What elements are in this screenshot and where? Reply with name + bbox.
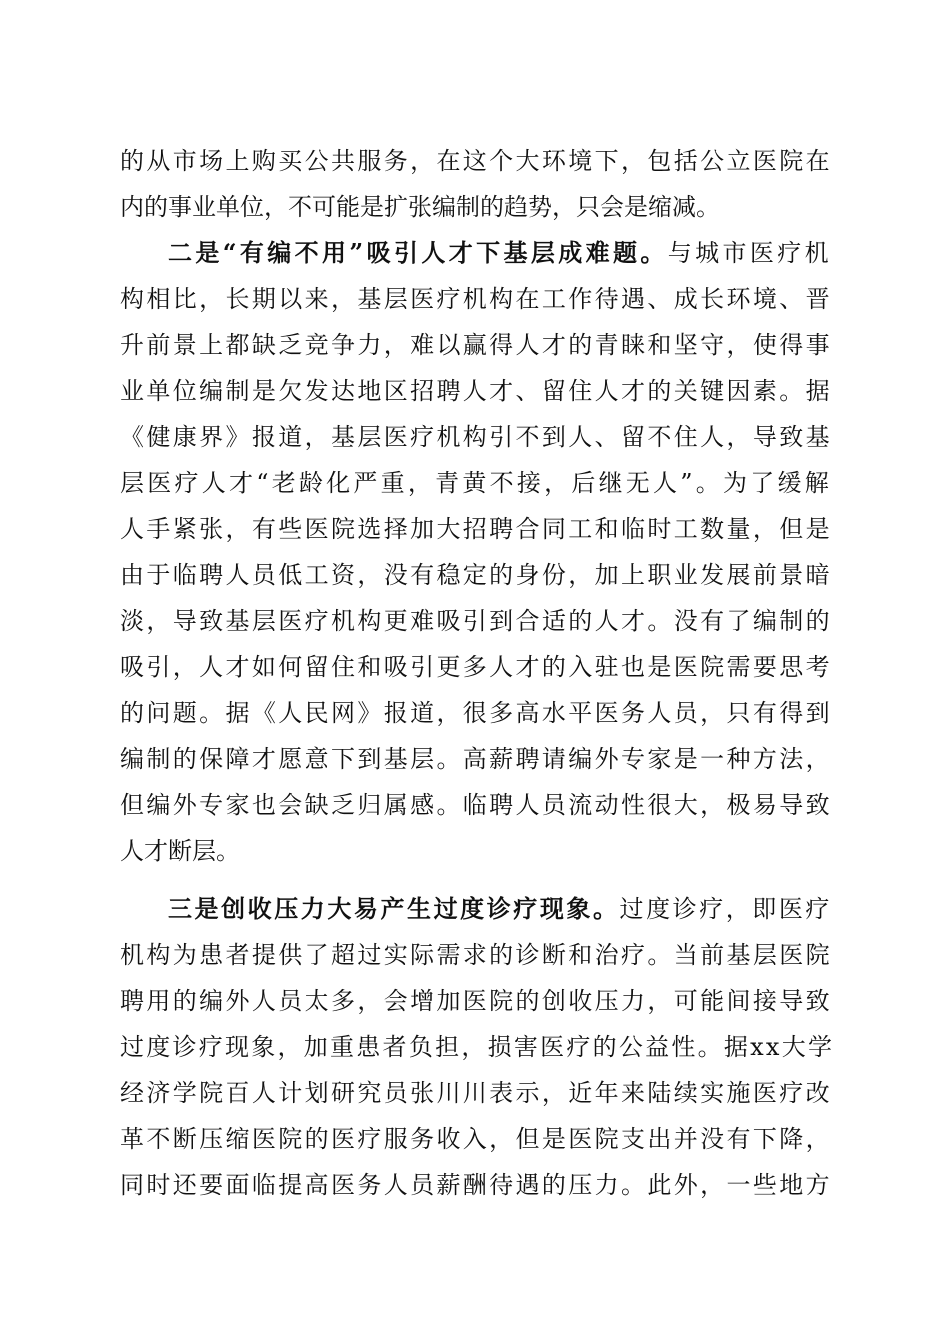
text-line: 吸引，人才如何留住和吸引更多人才的入驻也是医院需要思考 bbox=[120, 653, 832, 681]
paragraph-text: 过度诊疗，即医疗 bbox=[619, 895, 832, 923]
text-line: 过度诊疗现象，加重患者负担，损害医疗的公益性。据xx大学 bbox=[120, 1033, 835, 1061]
text-line: 《健康界》报道，基层医疗机构引不到人、留不住人，导致基 bbox=[120, 423, 832, 451]
text-line: 经济学院百人计划研究员张川川表示，近年来陆续实施医疗改 bbox=[120, 1079, 832, 1107]
paragraph-3 bbox=[120, 886, 835, 1208]
document-body bbox=[120, 138, 835, 1208]
paragraph-1 bbox=[120, 138, 832, 230]
text-line: 层医疗人才“老龄化严重，青黄不接，后继无人”。为了缓解 bbox=[120, 469, 832, 497]
text-line: 内的事业单位，不可能是扩张编制的趋势，只会是缩减。 bbox=[120, 193, 720, 221]
text-line: 构相比，长期以来，基层医疗机构在工作待遇、成长环境、晋 bbox=[120, 285, 832, 313]
paragraph-first-line bbox=[120, 230, 832, 276]
text-line: 由于临聘人员低工资，没有稳定的身份，加上职业发展前景暗 bbox=[120, 561, 832, 589]
text-line: 编制的保障才愿意下到基层。高薪聘请编外专家是一种方法， bbox=[120, 745, 832, 773]
text-line: 人才断层。 bbox=[120, 837, 240, 865]
text-line: 但编外专家也会缺乏归属感。临聘人员流动性很大，极易导致 bbox=[120, 791, 832, 819]
text-line: 的从市场上购买公共服务，在这个大环境下，包括公立医院在 bbox=[120, 147, 832, 175]
paragraph-heading: 三是创收压力大易产生过度诊疗现象。 bbox=[168, 894, 620, 923]
paragraph-first-line bbox=[120, 886, 832, 932]
text-line: 同时还要面临提高医务人员薪酬待遇的压力。此外，一些地方 bbox=[120, 1171, 832, 1199]
text-line: 业单位编制是欠发达地区招聘人才、留住人才的关键因素。据 bbox=[120, 377, 832, 405]
text-line: 升前景上都缺乏竞争力，难以赢得人才的青睐和坚守，使得事 bbox=[120, 331, 832, 359]
text-line: 革不断压缩医院的医疗服务收入，但是医院支出并没有下降， bbox=[120, 1125, 832, 1153]
paragraph-heading: 二是“有编不用”吸引人才下基层成难题。 bbox=[168, 238, 668, 267]
text-line: 人手紧张，有些医院选择加大招聘合同工和临时工数量，但是 bbox=[120, 515, 832, 543]
paragraph-gap bbox=[120, 874, 832, 886]
paragraph-2 bbox=[120, 230, 832, 874]
text-line: 淡，导致基层医疗机构更难吸引到合适的人才。没有了编制的 bbox=[120, 607, 832, 635]
text-line: 的问题。据《人民网》报道，很多高水平医务人员，只有得到 bbox=[120, 699, 832, 727]
text-line: 聘用的编外人员太多，会增加医院的创收压力，可能间接导致 bbox=[120, 987, 832, 1015]
text-line: 机构为患者提供了超过实际需求的诊断和治疗。当前基层医院 bbox=[120, 941, 832, 969]
paragraph-text: 与城市医疗机 bbox=[667, 239, 832, 267]
